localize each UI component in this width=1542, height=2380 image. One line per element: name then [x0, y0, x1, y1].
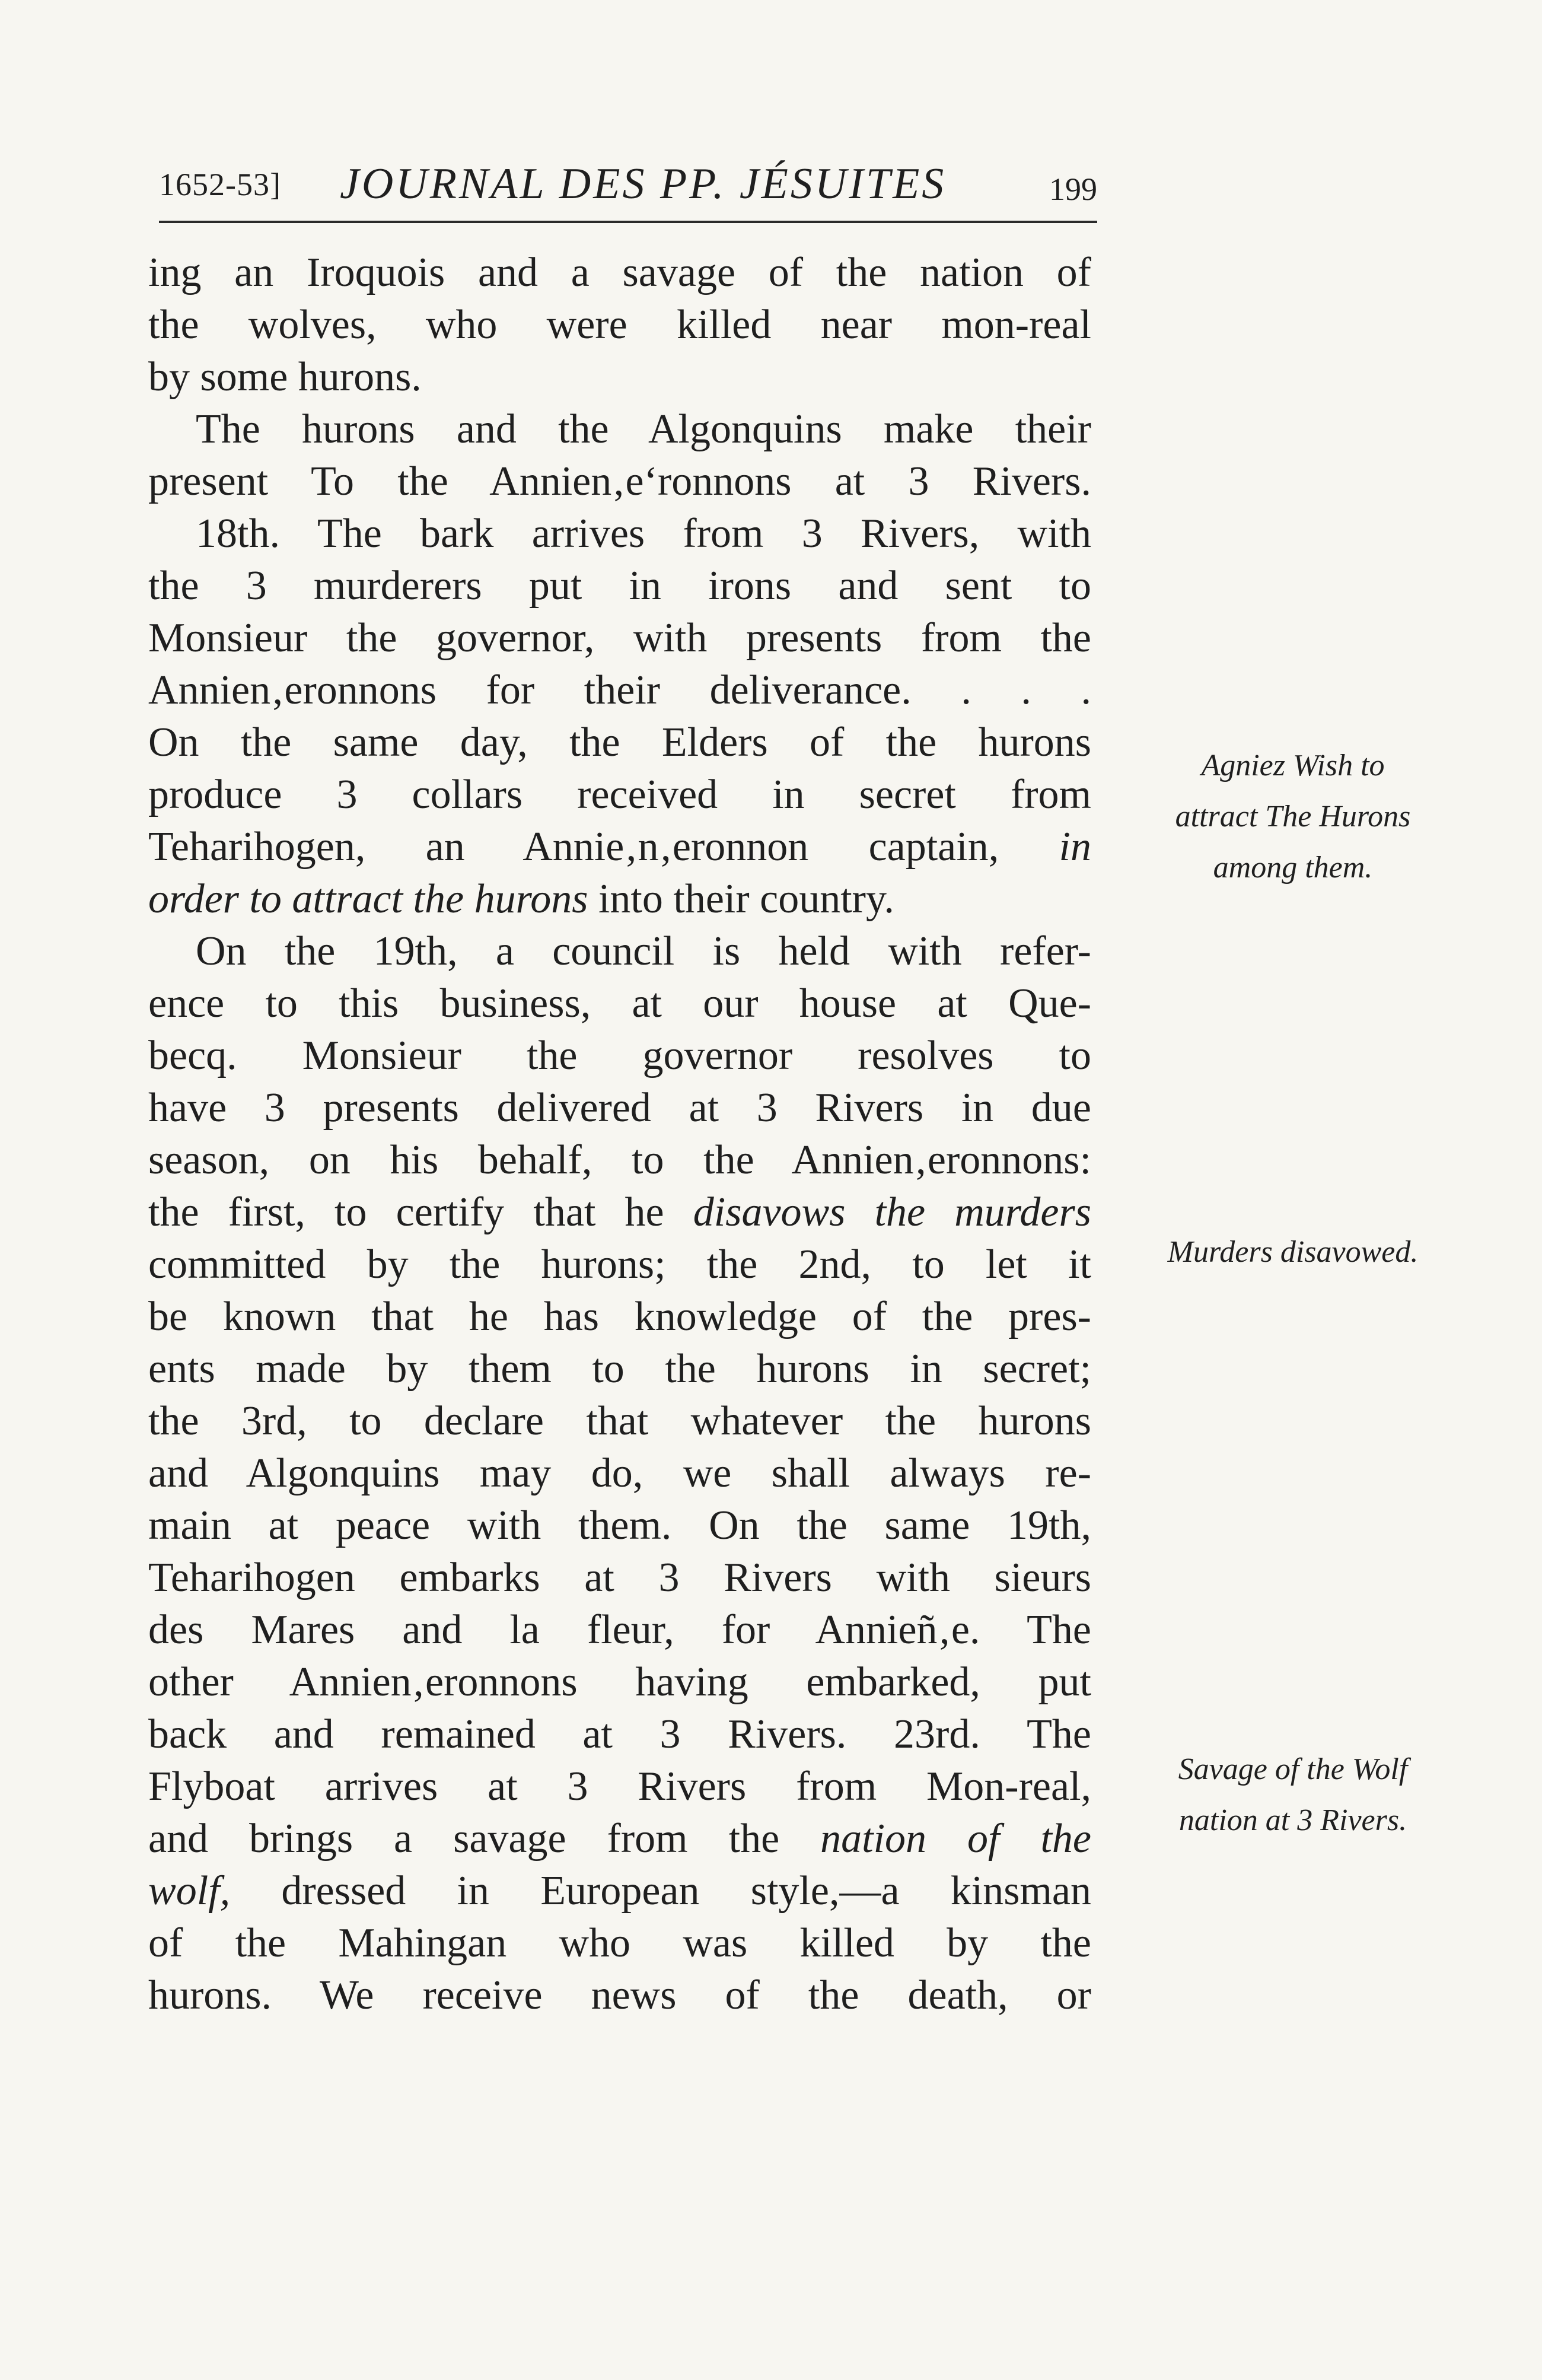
text-line: ents made by them to the hurons in secret; — [148, 1346, 1091, 1392]
text-line: hurons. We receive news of the death, or — [148, 1972, 1091, 2018]
marginal-note-line: Savage of the Wolf — [1178, 1752, 1408, 1786]
header-year-range: 1652-53] — [159, 167, 281, 202]
text-line: On the 19th, a council is held with refer- — [196, 928, 1091, 974]
marginal-note-line: Murders disavowed. — [1167, 1235, 1419, 1269]
text-line: ence to this business, at our house at Que- — [148, 981, 1091, 1026]
running-header — [159, 155, 1097, 223]
page-number: 199 — [1049, 171, 1097, 207]
marginal-note-line: nation at 3 Rivers. — [1178, 1803, 1407, 1837]
text-line: The hurons and the Algonquins make their — [196, 406, 1091, 452]
text-line: and Algonquins may do, we shall always re- — [148, 1450, 1091, 1496]
text-line: have 3 presents delivered at 3 Rivers in due — [148, 1085, 1091, 1131]
text-line: the 3rd, to declare that whatever the hurons — [148, 1398, 1091, 1444]
text-line: present To the Annien‚e‘ronnons at 3 Rivers. — [148, 459, 1091, 504]
text-line: wolf, dressed in European style,—a kinsman — [148, 1868, 1091, 1914]
text-line: the 3 murderers put in irons and sent to — [148, 563, 1091, 609]
marginal-note-line: attract The Hurons — [1175, 800, 1411, 833]
text-line: committed by the hurons; the 2nd, to let it — [148, 1242, 1091, 1287]
text-line: 18th. The bark arrives from 3 Rivers, with — [196, 511, 1091, 556]
text-line: season, on his behalf, to the Annien‚eronnons: — [148, 1137, 1091, 1183]
text-line: ing an Iroquois and a savage of the nation of — [148, 250, 1091, 295]
text-line: On the same day, the Elders of the hurons — [148, 720, 1091, 765]
header-title: JOURNAL DES PP. JÉSUITES — [340, 160, 947, 208]
text-line: other Annien‚eronnons having embarked, put — [148, 1659, 1091, 1705]
text-line: Teharihogen, an Annie‚n‚eronnon captain, in — [148, 824, 1091, 870]
text-line: by some hurons. — [148, 354, 422, 400]
text-line: and brings a savage from the nation of the — [148, 1816, 1091, 1862]
text-line: produce 3 collars received in secret from — [148, 772, 1091, 817]
text-line: des Mares and la fleur, for Annieñ‚e. The — [148, 1607, 1091, 1653]
text-line: Monsieur the governor, with presents from the — [148, 615, 1091, 661]
text-line: the wolves, who were killed near mon-real — [148, 302, 1091, 348]
text-line: order to attract the hurons into their country. — [148, 876, 894, 922]
text-line: of the Mahingan who was killed by the — [148, 1920, 1091, 1966]
text-line: main at peace with them. On the same 19th, — [148, 1503, 1091, 1548]
text-line: Annien‚eronnons for their deliverance. . . . — [148, 667, 1091, 713]
marginal-note-line: among them. — [1213, 851, 1373, 884]
text-line: back and remained at 3 Rivers. 23rd. The — [148, 1711, 1091, 1757]
marginal-note-murders — [1103, 1227, 1483, 1278]
text-line: the first, to certify that he disavows the murders — [148, 1189, 1091, 1235]
marginal-note-line: Agniez Wish to — [1201, 749, 1385, 782]
text-line: Flyboat arrives at 3 Rivers from Mon-real, — [148, 1764, 1091, 1809]
text-line: becq. Monsieur the governor resolves to — [148, 1033, 1091, 1078]
text-line: be known that he has knowledge of the pres- — [148, 1294, 1091, 1339]
text-line: Teharihogen embarks at 3 Rivers with sieurs — [148, 1555, 1091, 1601]
marginal-note-savage-wolf — [1103, 1744, 1483, 1846]
marginal-note-agniez — [1103, 740, 1483, 893]
